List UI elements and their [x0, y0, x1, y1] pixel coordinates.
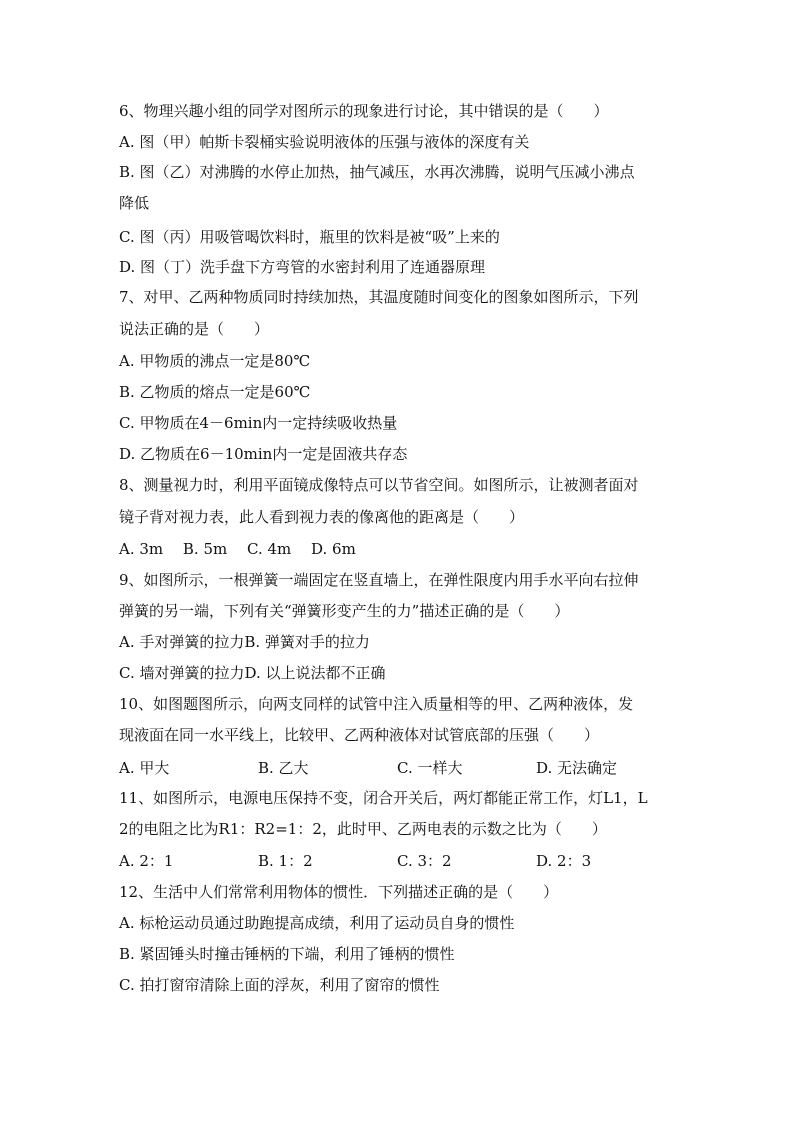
q7-option-d: D. 乙物质在6－10min内一定是固液共存态 — [119, 445, 408, 463]
q10-options — [119, 758, 719, 778]
q9-options-cd: C. 墙对弹簧的拉力D. 以上说法都不正确 — [119, 664, 386, 682]
q10-stem-line2: 现液面在同一水平线上，比较甲、乙两种液体对试管底部的压强（ ） — [119, 726, 600, 744]
q12-option-a: A. 标枪运动员通过助跑提高成绩，利用了运动员自身的惯性 — [119, 914, 515, 932]
q11-option-d: D. 2：3 — [536, 852, 592, 870]
q11-stem-line2: 2的电阻之比为R1：R2=1：2，此时甲、乙两电表的示数之比为（ ） — [119, 820, 607, 838]
q7-option-c: C. 甲物质在4－6min内一定持续吸收热量 — [119, 414, 398, 432]
q6-option-a: A. 图（甲）帕斯卡裂桶实验说明液体的压强与液体的深度有关 — [119, 133, 530, 151]
q6-stem: 6、物理兴趣小组的同学对图所示的现象进行讨论，其中错误的是（ ） — [119, 102, 609, 120]
q6-option-b-line1: B. 图（乙）对沸腾的水停止加热，抽气减压，水再次沸腾，说明气压减小沸点 — [119, 163, 635, 181]
q9-stem-line2: 弹簧的另一端，下列有关“弹簧形变产生的力”描述正确的是（ ） — [119, 602, 570, 620]
q11-stem-line1: 11、如图所示，电源电压保持不变，闭合开关后，两灯都能正常工作，灯L1，L — [119, 789, 648, 807]
q12-option-c: C. 拍打窗帘清除上面的浮灰，利用了窗帘的惯性 — [119, 976, 440, 994]
q10-option-a: A. 甲大 — [119, 759, 170, 777]
q11-options — [119, 851, 719, 871]
q7-option-a: A. 甲物质的沸点一定是80℃ — [119, 352, 311, 370]
q6-option-b-line2: 降低 — [119, 194, 150, 212]
q6-option-d: D. 图（丁）洗手盘下方弯管的水密封利用了连通器原理 — [119, 258, 486, 276]
q12-option-b: B. 紧固锤头时撞击锤柄的下端，利用了锤柄的惯性 — [119, 945, 455, 963]
q7-option-b: B. 乙物质的熔点一定是60℃ — [119, 383, 311, 401]
q8-stem-line1: 8、测量视力时，利用平面镜成像特点可以节省空间。如图所示，让被测者面对 — [119, 476, 639, 494]
q11-option-a: A. 2：1 — [119, 852, 174, 870]
q10-option-c: C. 一样大 — [397, 759, 463, 777]
q10-stem-line1: 10、如图题图所示，向两支同样的试管中注入质量相等的甲、乙两种液体，发 — [119, 695, 634, 713]
q10-option-d: D. 无法确定 — [536, 759, 618, 777]
q9-options-ab: A. 手对弹簧的拉力B. 弹簧对手的拉力 — [119, 633, 370, 651]
q12-stem: 12、生活中人们常常利用物体的惯性．下列描述正确的是（ ） — [119, 883, 559, 901]
q8-stem-line2: 镜子背对视力表，此人看到视力表的像离他的距离是（ ） — [119, 508, 525, 526]
q6-option-c: C. 图（丙）用吸管喝饮料时，瓶里的饮料是被“吸”上来的 — [119, 228, 500, 246]
q7-stem-line2: 说法正确的是（ ） — [119, 320, 270, 338]
q11-option-b: B. 1：2 — [258, 852, 313, 870]
q8-options: A. 3m B. 5m C. 4m D. 6m — [119, 540, 356, 558]
q9-stem-line1: 9、如图所示，一根弹簧一端固定在竖直墙上，在弹性限度内用手水平向右拉伸 — [119, 571, 639, 589]
q7-stem-line1: 7、对甲、乙两种物质同时持续加热，其温度随时间变化的图象如图所示，下列 — [119, 288, 639, 306]
q11-option-c: C. 3：2 — [397, 852, 452, 870]
q10-option-b: B. 乙大 — [258, 759, 309, 777]
